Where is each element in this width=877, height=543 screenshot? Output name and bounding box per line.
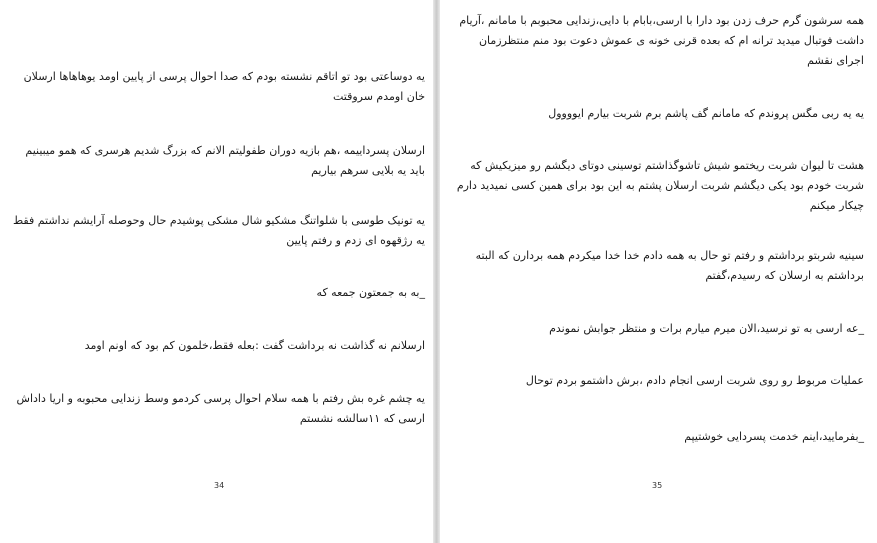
right-paragraph-5: _عه ارسی به تو نرسید،الان میرم میارم برات و منتظر جوابش نموندم: [549, 322, 864, 335]
left-paragraph-3: یه تونیک طوسی با شلواتنگ مشکیو شال مشکی پوشیدم حال وحوصله آرایشم نداشتم فقط یه رژقهوه ای زدم و رفتم پایین: [12, 214, 425, 247]
page-gutter: [433, 0, 440, 543]
right-paragraph-7: _بفرمایید،اینم خدمت پسردایی خوشتیپم: [684, 430, 864, 443]
left-page: [0, 0, 433, 543]
left-page-number: 34: [214, 481, 225, 490]
right-page: [440, 0, 877, 543]
right-paragraph-2: یه یه ربی مگس پروندم که مامانم گف پاشم برم شربت بیارم ایوووول: [548, 107, 864, 120]
right-paragraph-3: هشت تا لیوان شربت ریختمو شیش تاشوگذاشتم توسینی دوتای دیگشم رو میزیکیش که شربت خودم بود یکی دیگشم شربت ارسلان پشتم به این بود برای همین کسی نمیدید دارم چیکار میکنم: [456, 159, 864, 212]
right-page-number: 35: [652, 481, 663, 490]
left-paragraph-4: _به به جمعتون جمعه که: [316, 286, 425, 299]
left-paragraph-1: یه دوساعتی بود تو اتاقم نشسته بودم که صدا احوال پرسی از پایین اومد یوهاهاها ارسلان خان اومدم سروقتت: [23, 70, 425, 103]
left-paragraph-5: ارسلانم نه گذاشت نه برداشت گفت :بعله فقط،خلمون کم بود که اونم اومد: [84, 339, 425, 352]
left-paragraph-2: ارسلان پسرداییمه ،هم بازیه دوران طفولیتم الانم که بزرگ شدیم هرسری که همو میبینیم باید یه بلایی سرهم بیاریم: [25, 144, 425, 177]
right-paragraph-6: عملیات مربوط رو روی شربت ارسی انجام دادم ،برش داشتمو بردم توحال: [525, 374, 864, 387]
right-paragraph-1: همه سرشون گرم حرف زدن بود دارا با ارسی،بابام با دایی،زندایی محبوبم با مامانم ،آریام داشت فوتبال میدید ترانه ام که بعده قرنی خونه ی عموش دعوت بود منم منتظرزمان اجرای نقشم: [459, 14, 864, 67]
right-paragraph-4: سینیه شربتو برداشتم و رفتم تو حال به همه دادم خدا خدا میکردم همه بردارن که البته برداشتم به ارسلان که رسیدم،گفتم: [475, 249, 864, 282]
left-paragraph-6: یه چشم غره بش رفتم با همه سلام احوال پرسی کردمو وسط زندایی محبوبه و اریا داداش ارسی که ۱۱سالشه نشستم: [16, 392, 425, 425]
